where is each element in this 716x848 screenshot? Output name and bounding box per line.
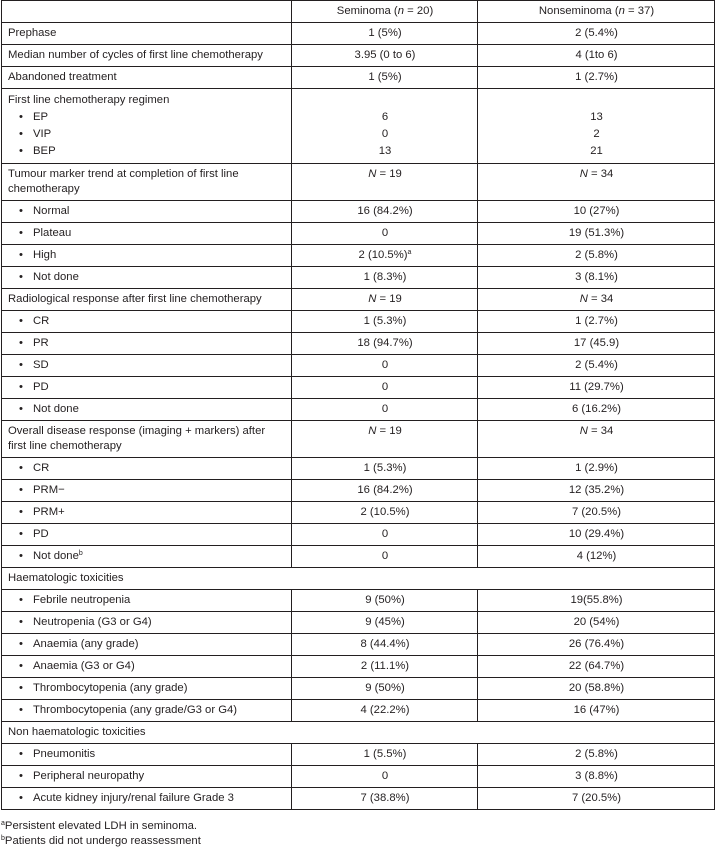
value-text: 9 (45%) <box>365 616 405 628</box>
bullet-icon: • <box>19 359 23 371</box>
item-label: Not done <box>33 550 79 562</box>
row-label <box>2 766 292 788</box>
seminoma-value <box>292 656 478 678</box>
row-label <box>2 223 292 245</box>
item-label: PRM+ <box>33 506 65 518</box>
row-label <box>2 744 292 766</box>
bullet-icon: • <box>19 660 23 672</box>
bullet-icon: • <box>19 381 23 393</box>
results-table <box>1 0 715 810</box>
regimen-item <box>8 109 286 126</box>
seminoma-value <box>292 377 478 399</box>
footnote-b <box>1 834 201 848</box>
item-label: CR <box>33 315 50 327</box>
seminoma-value <box>292 458 478 480</box>
nonseminoma-value: 6 (16.2%) <box>478 399 715 421</box>
row-label <box>2 634 292 656</box>
table-row <box>2 744 715 766</box>
seminoma-value: 6 <box>381 111 389 123</box>
item-label: Thrombocytopenia (any grade/G3 or G4) <box>33 704 238 716</box>
item-label: Anaemia (any grade) <box>33 638 139 650</box>
value-text: 0 <box>381 227 389 239</box>
table-row <box>2 788 715 810</box>
item-label: PD <box>33 381 49 393</box>
value-text: 1 (8.3%) <box>363 271 407 283</box>
bullet-icon: • <box>19 111 23 123</box>
bullet-icon: • <box>19 748 23 760</box>
row-label <box>2 311 292 333</box>
seminoma-value <box>292 546 478 568</box>
value-text: 4 (22.2%) <box>360 704 410 716</box>
bullet-icon: • <box>19 337 23 349</box>
item-label: PR <box>33 337 49 349</box>
seminoma-value <box>292 524 478 546</box>
seminoma-value <box>292 480 478 502</box>
table-row <box>2 377 715 399</box>
header-row <box>2 1 715 23</box>
nonseminoma-value: 7 (20.5%) <box>478 788 715 810</box>
item-label: Peripheral neuropathy <box>33 770 145 782</box>
seminoma-value <box>292 590 478 612</box>
seminoma-value <box>292 612 478 634</box>
bullet-icon: • <box>19 227 23 239</box>
bullet-icon: • <box>19 462 23 474</box>
bullet-icon: • <box>19 403 23 415</box>
seminoma-value <box>292 634 478 656</box>
table-row <box>2 333 715 355</box>
regimen-nonseminoma <box>478 89 715 164</box>
nonseminoma-value: 22 (64.7%) <box>478 656 715 678</box>
header-seminoma-n: n <box>397 5 404 17</box>
nonseminoma-value: 19(55.8%) <box>478 590 715 612</box>
nonseminoma-value: 3 (8.1%) <box>478 267 715 289</box>
row-label <box>2 201 292 223</box>
nonseminoma-value: 20 (54%) <box>478 612 715 634</box>
bullet-icon: • <box>19 128 23 140</box>
seminoma-value: 1 (5%) <box>292 67 478 89</box>
bullet-icon: • <box>19 528 23 540</box>
table-row <box>2 480 715 502</box>
nonseminoma-value: 10 (27%) <box>478 201 715 223</box>
n-value: = 19 <box>376 168 402 180</box>
table-row <box>2 590 715 612</box>
seminoma-value <box>292 700 478 722</box>
nonseminoma-value: 2 (5.4%) <box>478 355 715 377</box>
nonseminoma-value: 21 <box>590 145 603 157</box>
n-letter: N <box>579 293 588 305</box>
row-label <box>2 524 292 546</box>
row-label <box>2 590 292 612</box>
nonseminoma-value: 3 (8.8%) <box>478 766 715 788</box>
bullet-icon: • <box>19 145 23 157</box>
row-label <box>2 333 292 355</box>
nonseminoma-value: 10 (29.4%) <box>478 524 715 546</box>
table-row <box>2 656 715 678</box>
item-label: Not done <box>33 271 79 283</box>
bullet-icon: • <box>19 271 23 283</box>
item-label: High <box>33 249 57 261</box>
bullet-icon: • <box>19 770 23 782</box>
table-row <box>2 355 715 377</box>
seminoma-value <box>292 201 478 223</box>
tumour-marker-header-row <box>2 164 715 201</box>
row-label <box>2 788 292 810</box>
nonseminoma-value: 4 (12%) <box>478 546 715 568</box>
n-letter: N <box>579 425 588 437</box>
nonseminoma-value: 2 (5.8%) <box>478 245 715 267</box>
table-row <box>2 634 715 656</box>
regimen-item-label: BEP <box>33 145 56 157</box>
item-label: CR <box>33 462 50 474</box>
row-label <box>2 546 292 568</box>
nonseminoma-value: 16 (47%) <box>478 700 715 722</box>
table-row <box>2 766 715 788</box>
row-label <box>2 678 292 700</box>
table-row <box>2 267 715 289</box>
regimen-labels <box>2 89 292 164</box>
nonseminoma-value: 2 <box>593 128 600 140</box>
nonseminoma-value: 1 (2.7%) <box>478 311 715 333</box>
row-label <box>2 377 292 399</box>
n-letter: N <box>368 168 377 180</box>
value-text: 2 (11.1%) <box>360 660 410 672</box>
value-text: 0 <box>381 770 389 782</box>
regimen-item-label: VIP <box>33 128 52 140</box>
table-row <box>2 201 715 223</box>
footnote-ref: a <box>407 249 412 256</box>
header-nonseminoma-suffix: = 37) <box>624 5 655 17</box>
item-label: Febrile neutropenia <box>33 594 131 606</box>
value-text: 0 <box>381 381 389 393</box>
seminoma-value <box>292 502 478 524</box>
seminoma-n <box>292 421 478 458</box>
seminoma-value <box>292 399 478 421</box>
table-row <box>2 45 715 67</box>
nonseminoma-n <box>478 421 715 458</box>
row-label: Prephase <box>2 23 292 45</box>
item-label: Normal <box>33 205 70 217</box>
value-text: 7 (38.8%) <box>360 792 410 804</box>
row-label: Abandoned treatment <box>2 67 292 89</box>
item-label: Thrombocytopenia (any grade) <box>33 682 188 694</box>
n-value: = 34 <box>587 425 614 437</box>
row-label <box>2 245 292 267</box>
row-label <box>2 355 292 377</box>
row-label <box>2 399 292 421</box>
table-row <box>2 458 715 480</box>
regimen-row <box>2 89 715 164</box>
footnote-mark: a <box>1 820 5 827</box>
seminoma-value <box>292 223 478 245</box>
footnote-text: Persistent elevated LDH in seminoma. <box>4 820 198 832</box>
nonseminoma-n <box>478 164 715 201</box>
table-row <box>2 245 715 267</box>
bullet-icon: • <box>19 249 23 261</box>
table-row <box>2 524 715 546</box>
header-empty <box>2 1 292 23</box>
value-text: 8 (44.4%) <box>360 638 410 650</box>
bullet-icon: • <box>19 682 23 694</box>
radiological-header-row <box>2 289 715 311</box>
bullet-icon: • <box>19 550 23 562</box>
header-nonseminoma <box>478 1 715 23</box>
regimen-seminoma <box>292 89 478 164</box>
nonseminoma-value: 11 (29.7%) <box>478 377 715 399</box>
n-letter: N <box>368 425 377 437</box>
nonseminoma-value: 17 (45.9) <box>478 333 715 355</box>
value-text: 9 (50%) <box>365 594 405 606</box>
item-label: Neutropenia (G3 or G4) <box>33 616 152 628</box>
haematologic-header-row <box>2 568 715 590</box>
table-row <box>2 546 715 568</box>
header-nonseminoma-n: n <box>618 5 625 17</box>
seminoma-value <box>292 788 478 810</box>
regimen-item <box>8 126 286 143</box>
nonseminoma-value: 1 (2.9%) <box>478 458 715 480</box>
seminoma-value <box>292 267 478 289</box>
nonseminoma-value: 2 (5.8%) <box>478 744 715 766</box>
row-label <box>2 267 292 289</box>
value-text: 0 <box>381 550 389 562</box>
header-nonseminoma-prefix: Nonseminoma ( <box>538 5 619 17</box>
footnote-text: Patients did not undergo reassessment <box>4 835 201 847</box>
section-label: Haematologic toxicities <box>2 568 715 590</box>
regimen-title: First line chemotherapy regimen <box>8 94 170 106</box>
table-row <box>2 399 715 421</box>
nonseminoma-value: 7 (20.5%) <box>478 502 715 524</box>
footnote-mark: b <box>1 835 5 842</box>
value-text: 0 <box>381 359 389 371</box>
bullet-icon: • <box>19 616 23 628</box>
item-label: PRM− <box>33 484 65 496</box>
bullet-icon: • <box>19 315 23 327</box>
seminoma-n <box>292 289 478 311</box>
footnote-a <box>1 819 197 833</box>
seminoma-value <box>292 744 478 766</box>
nonseminoma-value: 12 (35.2%) <box>478 480 715 502</box>
row-label <box>2 502 292 524</box>
bullet-icon: • <box>19 484 23 496</box>
section-label: Overall disease response (imaging + markers) after first line chemotherapy <box>2 421 292 458</box>
item-label: Pneumonitis <box>33 748 96 760</box>
table-row <box>2 502 715 524</box>
bullet-icon: • <box>19 704 23 716</box>
seminoma-value: 3.95 (0 to 6) <box>292 45 478 67</box>
seminoma-value <box>292 678 478 700</box>
nonseminoma-n <box>478 289 715 311</box>
n-letter: N <box>368 293 377 305</box>
seminoma-value: 0 <box>381 128 389 140</box>
n-value: = 34 <box>587 293 614 305</box>
table-row <box>2 700 715 722</box>
value-text: 16 (84.2%) <box>357 484 413 496</box>
bullet-icon: • <box>19 594 23 606</box>
bullet-icon: • <box>19 638 23 650</box>
table-row <box>2 311 715 333</box>
value-text: 9 (50%) <box>365 682 405 694</box>
nonseminoma-value: 2 (5.4%) <box>478 23 715 45</box>
table-row <box>2 67 715 89</box>
item-label: Acute kidney injury/renal failure Grade 3 <box>33 792 234 804</box>
header-seminoma-suffix: = 20) <box>404 5 434 17</box>
row-label <box>2 700 292 722</box>
section-label: Radiological response after first line chemotherapy <box>2 289 292 311</box>
nonseminoma-value: 13 <box>590 111 603 123</box>
bullet-icon: • <box>19 792 23 804</box>
header-seminoma-prefix: Seminoma ( <box>336 5 398 17</box>
nonseminoma-value: 20 (58.8%) <box>478 678 715 700</box>
table-row <box>2 612 715 634</box>
item-label: Not done <box>33 403 79 415</box>
value-text: 0 <box>381 403 389 415</box>
overall-response-header-row <box>2 421 715 458</box>
row-label <box>2 480 292 502</box>
non-haematologic-header-row <box>2 722 715 744</box>
table-row <box>2 223 715 245</box>
seminoma-value <box>292 355 478 377</box>
nonseminoma-value: 19 (51.3%) <box>478 223 715 245</box>
regimen-item <box>8 143 286 160</box>
bullet-icon: • <box>19 205 23 217</box>
n-letter: N <box>579 168 588 180</box>
seminoma-value <box>292 245 478 267</box>
nonseminoma-value: 4 (1to 6) <box>478 45 715 67</box>
seminoma-value <box>292 333 478 355</box>
bullet-icon: • <box>19 506 23 518</box>
seminoma-value <box>292 311 478 333</box>
n-value: = 19 <box>376 425 402 437</box>
section-label: Tumour marker trend at completion of first line chemotherapy <box>2 164 292 201</box>
row-label <box>2 612 292 634</box>
seminoma-n <box>292 164 478 201</box>
item-label: Plateau <box>33 227 72 239</box>
item-label: SD <box>33 359 49 371</box>
header-seminoma <box>292 1 478 23</box>
row-label <box>2 458 292 480</box>
value-text: 0 <box>381 528 389 540</box>
item-label: PD <box>33 528 49 540</box>
value-text: 1 (5.5%) <box>363 748 407 760</box>
value-text: 1 (5.3%) <box>363 315 407 327</box>
nonseminoma-value: 1 (2.7%) <box>478 67 715 89</box>
value-text: 1 (5.3%) <box>363 462 407 474</box>
regimen-item-label: EP <box>33 111 49 123</box>
value-text: 2 (10.5%) <box>358 249 408 261</box>
nonseminoma-value: 26 (76.4%) <box>478 634 715 656</box>
item-label: Anaemia (G3 or G4) <box>33 660 135 672</box>
n-value: = 34 <box>587 168 614 180</box>
value-text: 2 (10.5%) <box>360 506 410 518</box>
n-value: = 19 <box>376 293 402 305</box>
footnote-ref: b <box>78 550 83 557</box>
value-text: 16 (84.2%) <box>357 205 413 217</box>
seminoma-value <box>292 766 478 788</box>
seminoma-value: 1 (5%) <box>292 23 478 45</box>
section-label: Non haematologic toxicities <box>2 722 715 744</box>
table-row <box>2 23 715 45</box>
seminoma-value: 13 <box>378 145 392 157</box>
table-row <box>2 678 715 700</box>
row-label: Median number of cycles of first line chemotherapy <box>2 45 292 67</box>
value-text: 18 (94.7%) <box>357 337 413 349</box>
row-label <box>2 656 292 678</box>
